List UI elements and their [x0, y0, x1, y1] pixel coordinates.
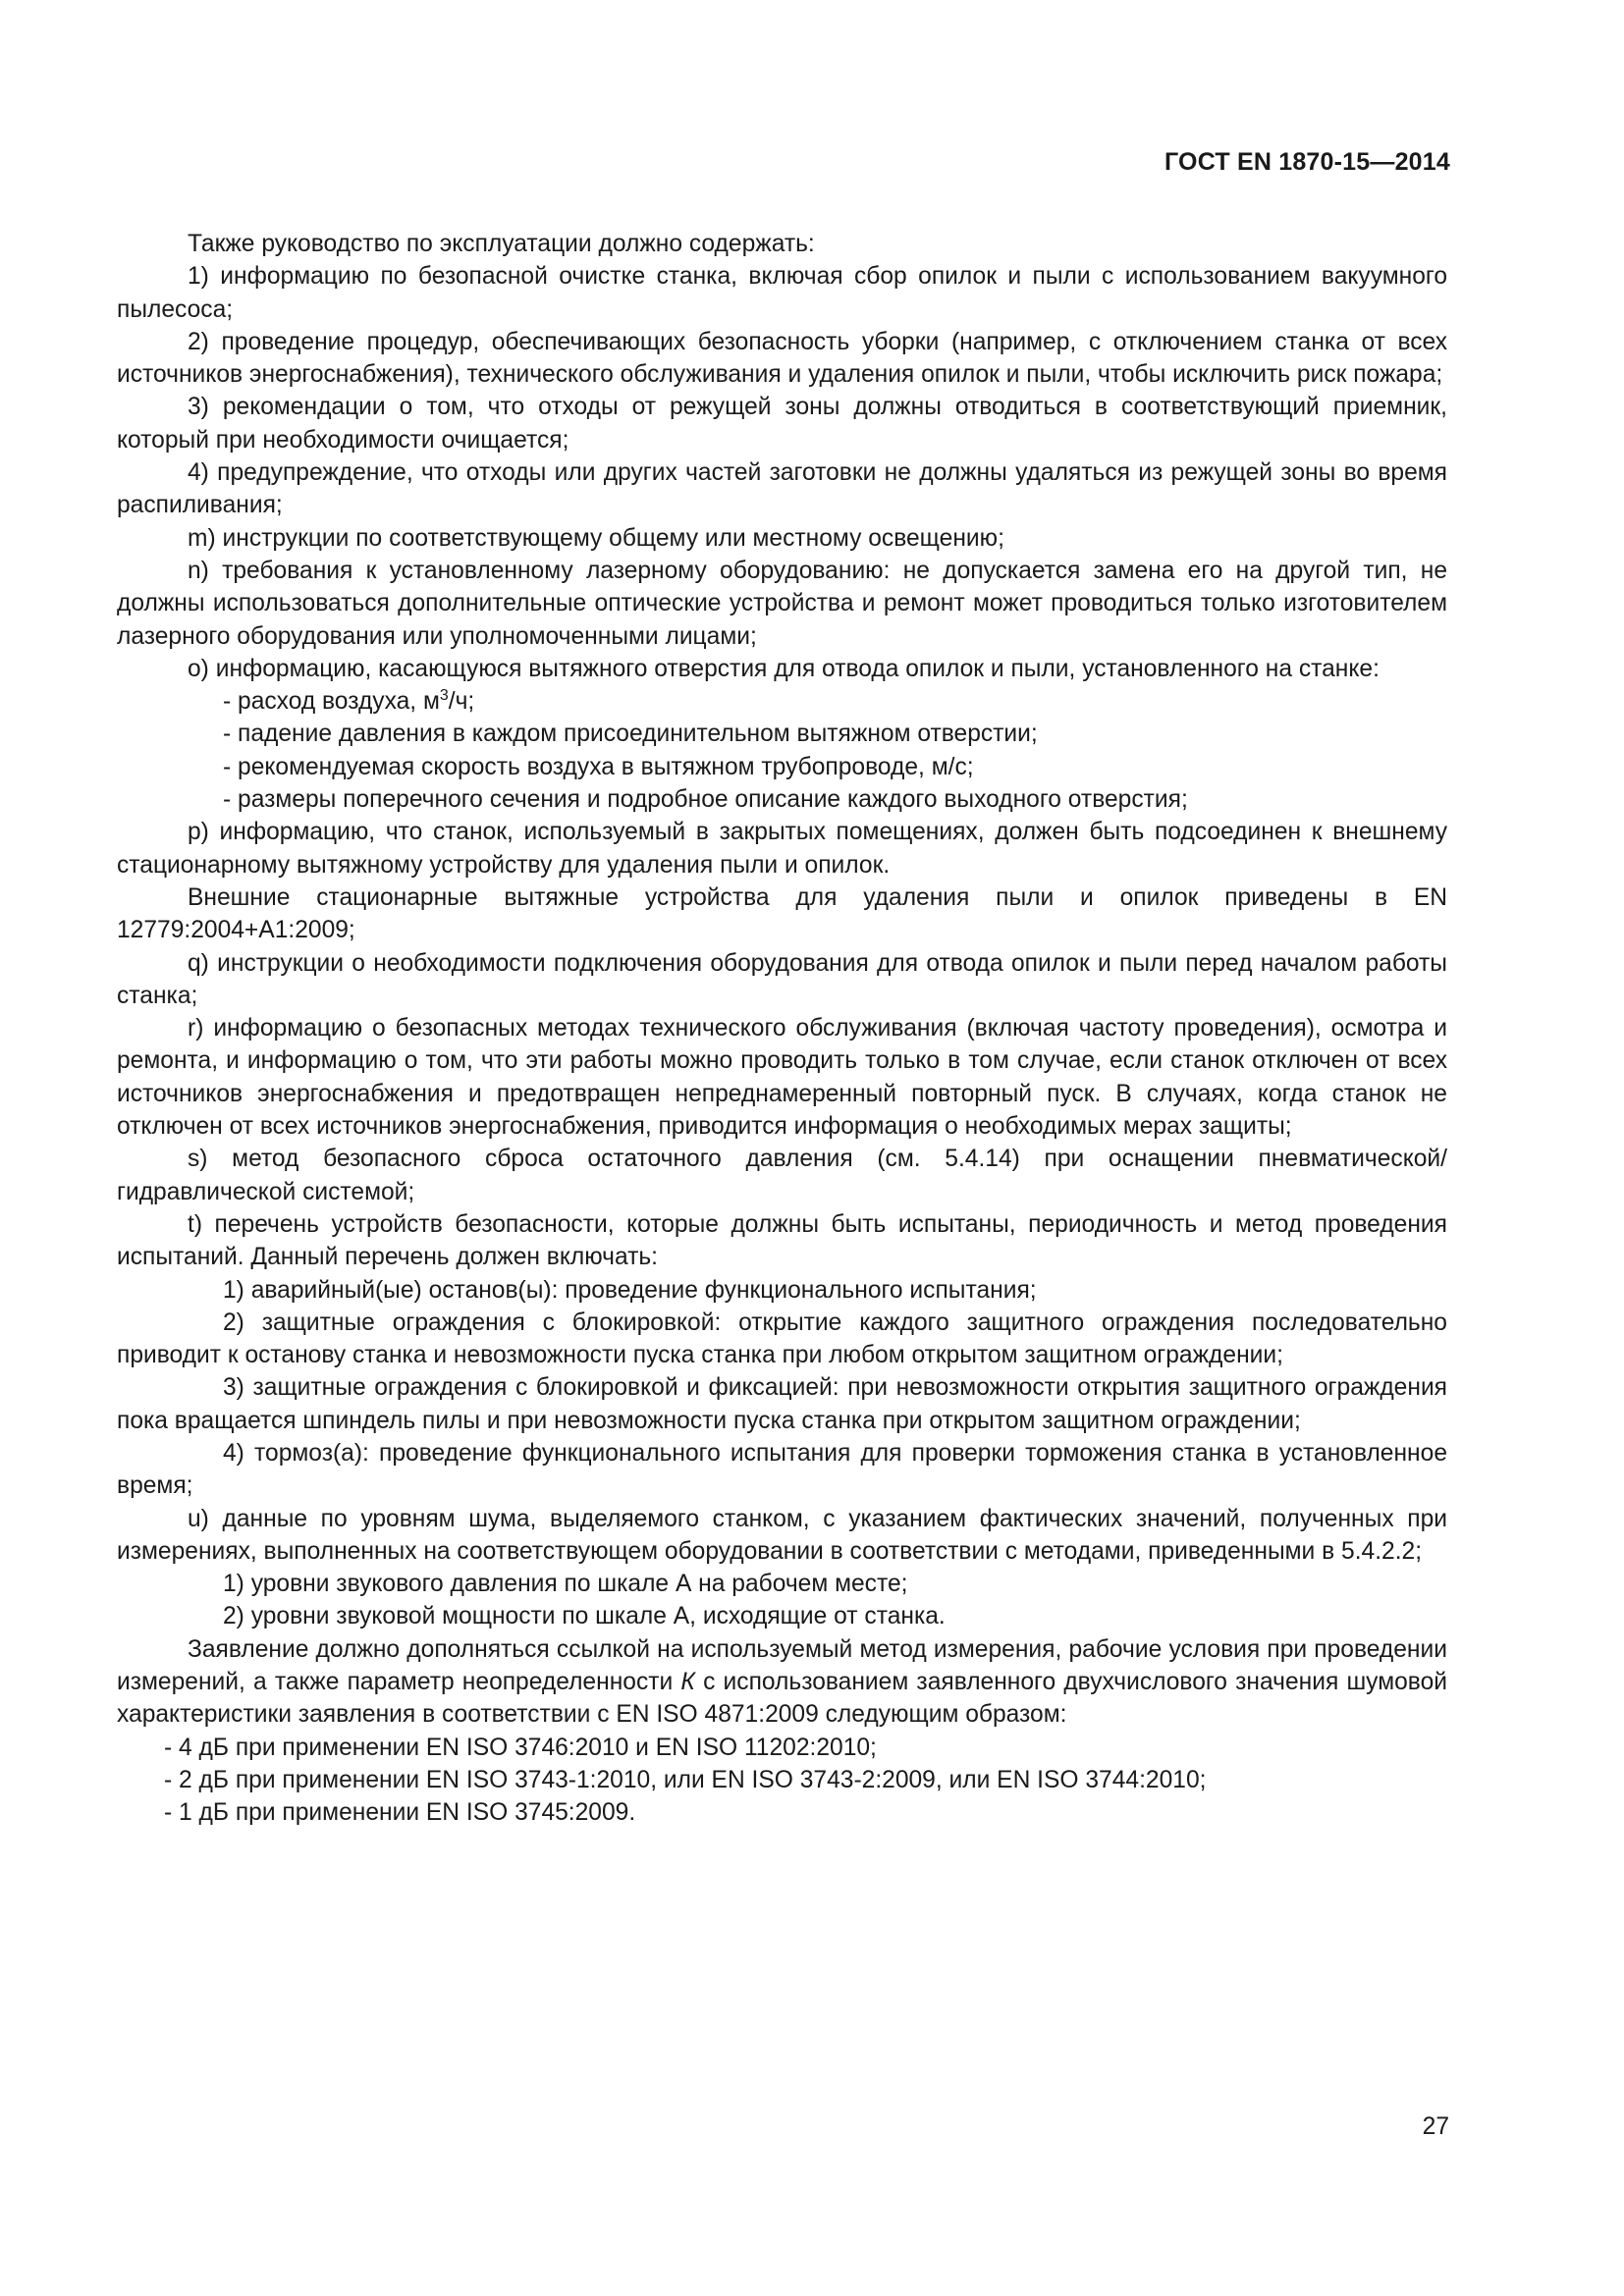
list-item: 3) защитные ограждения с блокировкой и фиксацией: при невозможности открытия защитного ограждения пока вращается шпиндель пилы и при невозможности пуска станка при открытом защитном ограждении;	[117, 1374, 1447, 1434]
list-item: - 4 дБ при применении EN ISO 3746:2010 и EN ISO 11202:2010;	[164, 1734, 877, 1761]
list-item: r) информацию о безопасных методах технического обслуживания (включая частоту проведения), осмотра и ремонта, и информацию о том, что эти работы можно проводить только в том случае, если станок отключен от всех источников энергоснабжения и предотвращен непреднамеренный повторный пуск. В случаях, когда станок не отключен от всех источников энергоснабжения, приводится информация о необходимых мерах защиты;	[117, 1015, 1447, 1141]
superscript: 3	[439, 686, 449, 704]
list-item: 4) предупреждение, что отходы или других частей заготовки не должны удаляться из режущей зоны во время распиливания;	[117, 459, 1447, 519]
text-span: - расход воздуха, м	[223, 688, 440, 716]
list-item: 2) защитные ограждения с блокировкой: открытие каждого защитного ограждения последовательно приводит к останову станка и невозможности пуска станка при любом открытом защитном ограждении;	[117, 1308, 1447, 1369]
list-item: - падение давления в каждом присоединительном вытяжном отверстии;	[223, 721, 1038, 748]
list-item: s) метод безопасного сброса остаточного давления (см. 5.4.14) при оснащении пневматической/гидравлической системой;	[117, 1146, 1447, 1205]
text-span: с использованием заявленного двухчислового значения шумовой характеристики заявления в соответствии с EN ISO 4871:2009 следующим образом:	[117, 1669, 1447, 1729]
list-item: 2) проведение процедур, обеспечивающих безопасность уборки (например, с отключением станка от всех источников энергоснабжения), технического обслуживания и удаления опилок и пыли, чтобы исключить риск пожара;	[117, 328, 1447, 389]
list-item: q) инструкции о необходимости подключения оборудования для отвода опилок и пыли перед началом работы станка;	[117, 949, 1447, 1009]
page-number: 27	[1422, 2113, 1449, 2140]
paragraph: Также руководство по эксплуатации должно содержать:	[188, 231, 815, 257]
list-item	[117, 685, 1447, 718]
paragraph	[117, 1633, 1447, 1732]
list-item: 1) аварийный(ые) останов(ы): проведение функционального испытания;	[223, 1276, 1037, 1304]
italic-symbol: К	[680, 1669, 695, 1696]
list-item: 2) уровни звуковой мощности по шкале А, исходящие от станка.	[223, 1603, 946, 1630]
list-item: n) требования к установленному лазерному оборудованию: не допускается замена его на другой тип, не должны использоваться дополнительные оптические устройства и ремонт может проводиться только изготовителем лазерного оборудования или уполномоченными лицами;	[117, 557, 1447, 650]
list-item: р) информацию, что станок, используемый в закрытых помещениях, должен быть подсоединен к внешнему стационарному вытяжному устройству для удаления пыли и опилок.	[117, 819, 1447, 879]
paragraph: Внешние стационарные вытяжные устройства для удаления пыли и опилок приведены в EN 12779:2004+А1:2009;	[117, 883, 1447, 944]
list-item: - размеры поперечного сечения и подробное описание каждого выходного отверстия;	[223, 786, 1188, 814]
list-item: 1) уровни звукового давления по шкале А на рабочем месте;	[223, 1571, 908, 1598]
document-body	[117, 228, 1447, 1830]
list-item: 1) информацию по безопасной очистке станка, включая сбор опилок и пыли с использованием вакуумного пылесоса;	[117, 263, 1447, 323]
text-span: /ч;	[448, 688, 475, 716]
list-item: 3) рекомендации о том, что отходы от режущей зоны должны отводиться в соответствующий приемник, который при необходимости очищается;	[117, 394, 1447, 454]
list-item: - 1 дБ при применении EN ISO 3745:2009.	[164, 1799, 636, 1827]
list-item: - 2 дБ при применении EN ISO 3743-1:2010, или EN ISO 3743-2:2009, или EN ISO 3744:2010;	[164, 1766, 1207, 1793]
text-span: Заявление должно дополняться ссылкой на используемый метод измерения, рабочие условия при проведении измерений, а также параметр неопределенности	[117, 1635, 1447, 1696]
list-item: о) информацию, касающуюся вытяжного отверстия для отвода опилок и пыли, установленного на станке:	[188, 655, 1380, 682]
page-header-code: ГОСТ EN 1870-15—2014	[1164, 148, 1450, 176]
list-item: t) перечень устройств безопасности, которые должны быть испытаны, периодичность и метод проведения испытаний. Данный перечень должен включать:	[117, 1210, 1447, 1271]
list-item: - рекомендуемая скорость воздуха в вытяжном трубопроводе, м/с;	[223, 753, 974, 780]
list-item: u) данные по уровням шума, выделяемого станком, с указанием фактических значений, полученных при измерениях, выполненных на соответствующем оборудовании в соответствии с методами, приведенными в 5.4.2.2;	[117, 1505, 1447, 1565]
list-item: 4) тормоз(а): проведение функционального испытания для проверки торможения станка в установленное время;	[117, 1439, 1447, 1500]
list-item: m) инструкции по соответствующему общему или местному освещению;	[188, 524, 1004, 552]
